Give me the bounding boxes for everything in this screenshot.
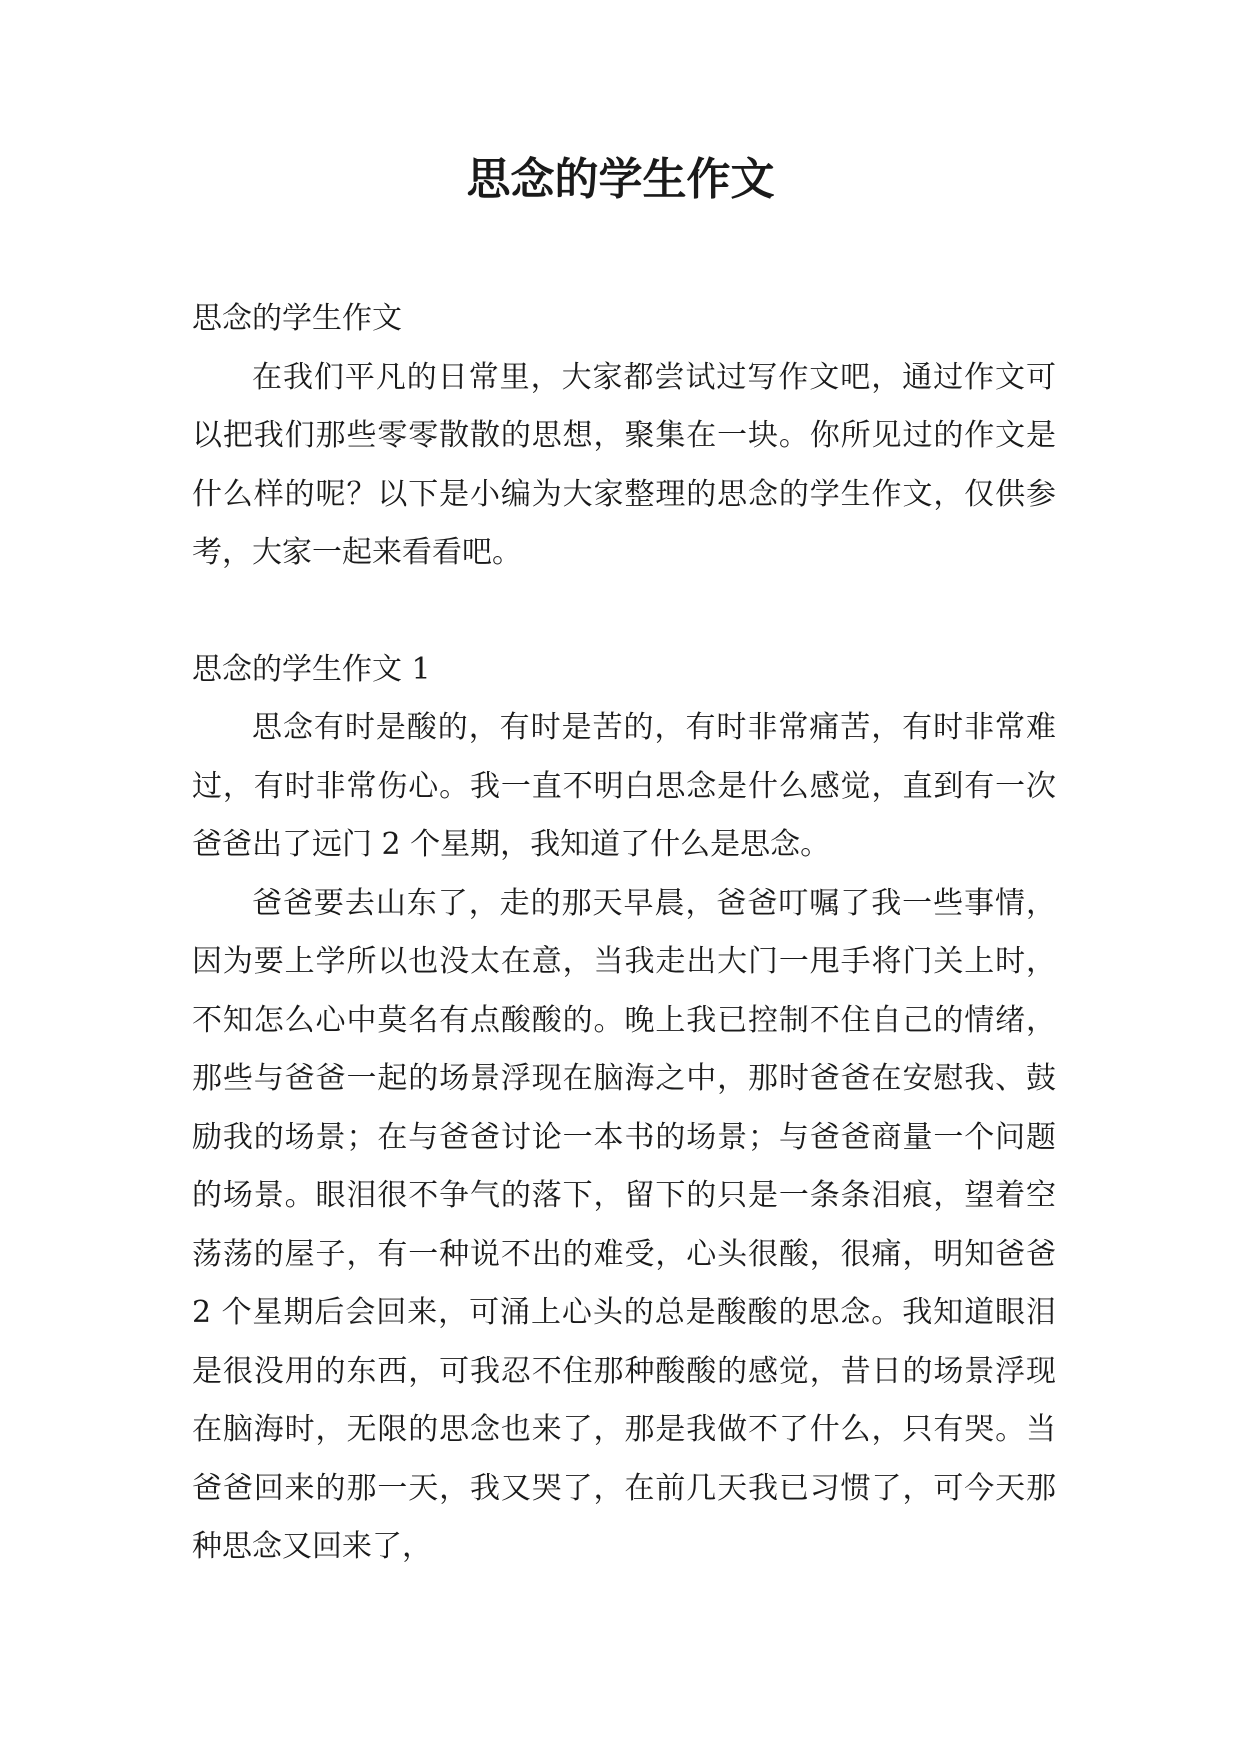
section-1-paragraph-2: 爸爸要去山东了，走的那天早晨，爸爸叮嘱了我一些事情，因为要上学所以也没太在意，当我走出大门一甩手将门关上时，不知怎么心中莫名有点酸酸的。晚上我已控制不住自己的情绪，那些与爸爸一起的场景浮现在脑海之中，那时爸爸在安慰我、鼓励我的场景；在与爸爸讨论一本书的场景；与爸爸商量一个问题的场景。眼泪很不争气的落下，留下的只是一条条泪痕，望着空荡荡的屋子，有一种说不出的难受，心头很酸，很痛，明知爸爸 2 个星期后会回来，可涌上心头的总是酸酸的思念。我知道眼泪是很没用的东西，可我忍不住那种酸酸的感觉，昔日的场景浮现在脑海时，无限的思念也来了，那是我做不了什么，只有哭。当爸爸回来的那一天，我又哭了，在前几天我已习惯了，可今天那种思念又回来了， (192, 885, 1056, 1564)
section-1-heading: 思念的学生作文 1 (192, 651, 431, 687)
intro-heading: 思念的学生作文 (192, 301, 402, 336)
intro-paragraph: 在我们平凡的日常里，大家都尝试过写作文吧，通过作文可以把我们那些零零散散的思想，聚集在一块。你所见过的作文是什么样的呢？以下是小编为大家整理的思念的学生作文，仅供参考，大家一起来看看吧。 (192, 359, 1056, 570)
section-spacer (192, 583, 1056, 641)
document-body (192, 290, 1056, 1577)
section-1-paragraph-1: 思念有时是酸的，有时是苦的，有时非常痛苦，有时非常难过，有时非常伤心。我一直不明白思念是什么感觉，直到有一次爸爸出了远门 2 个星期，我知道了什么是思念。 (192, 710, 1056, 862)
document-title: 思念的学生作文 (466, 154, 775, 205)
